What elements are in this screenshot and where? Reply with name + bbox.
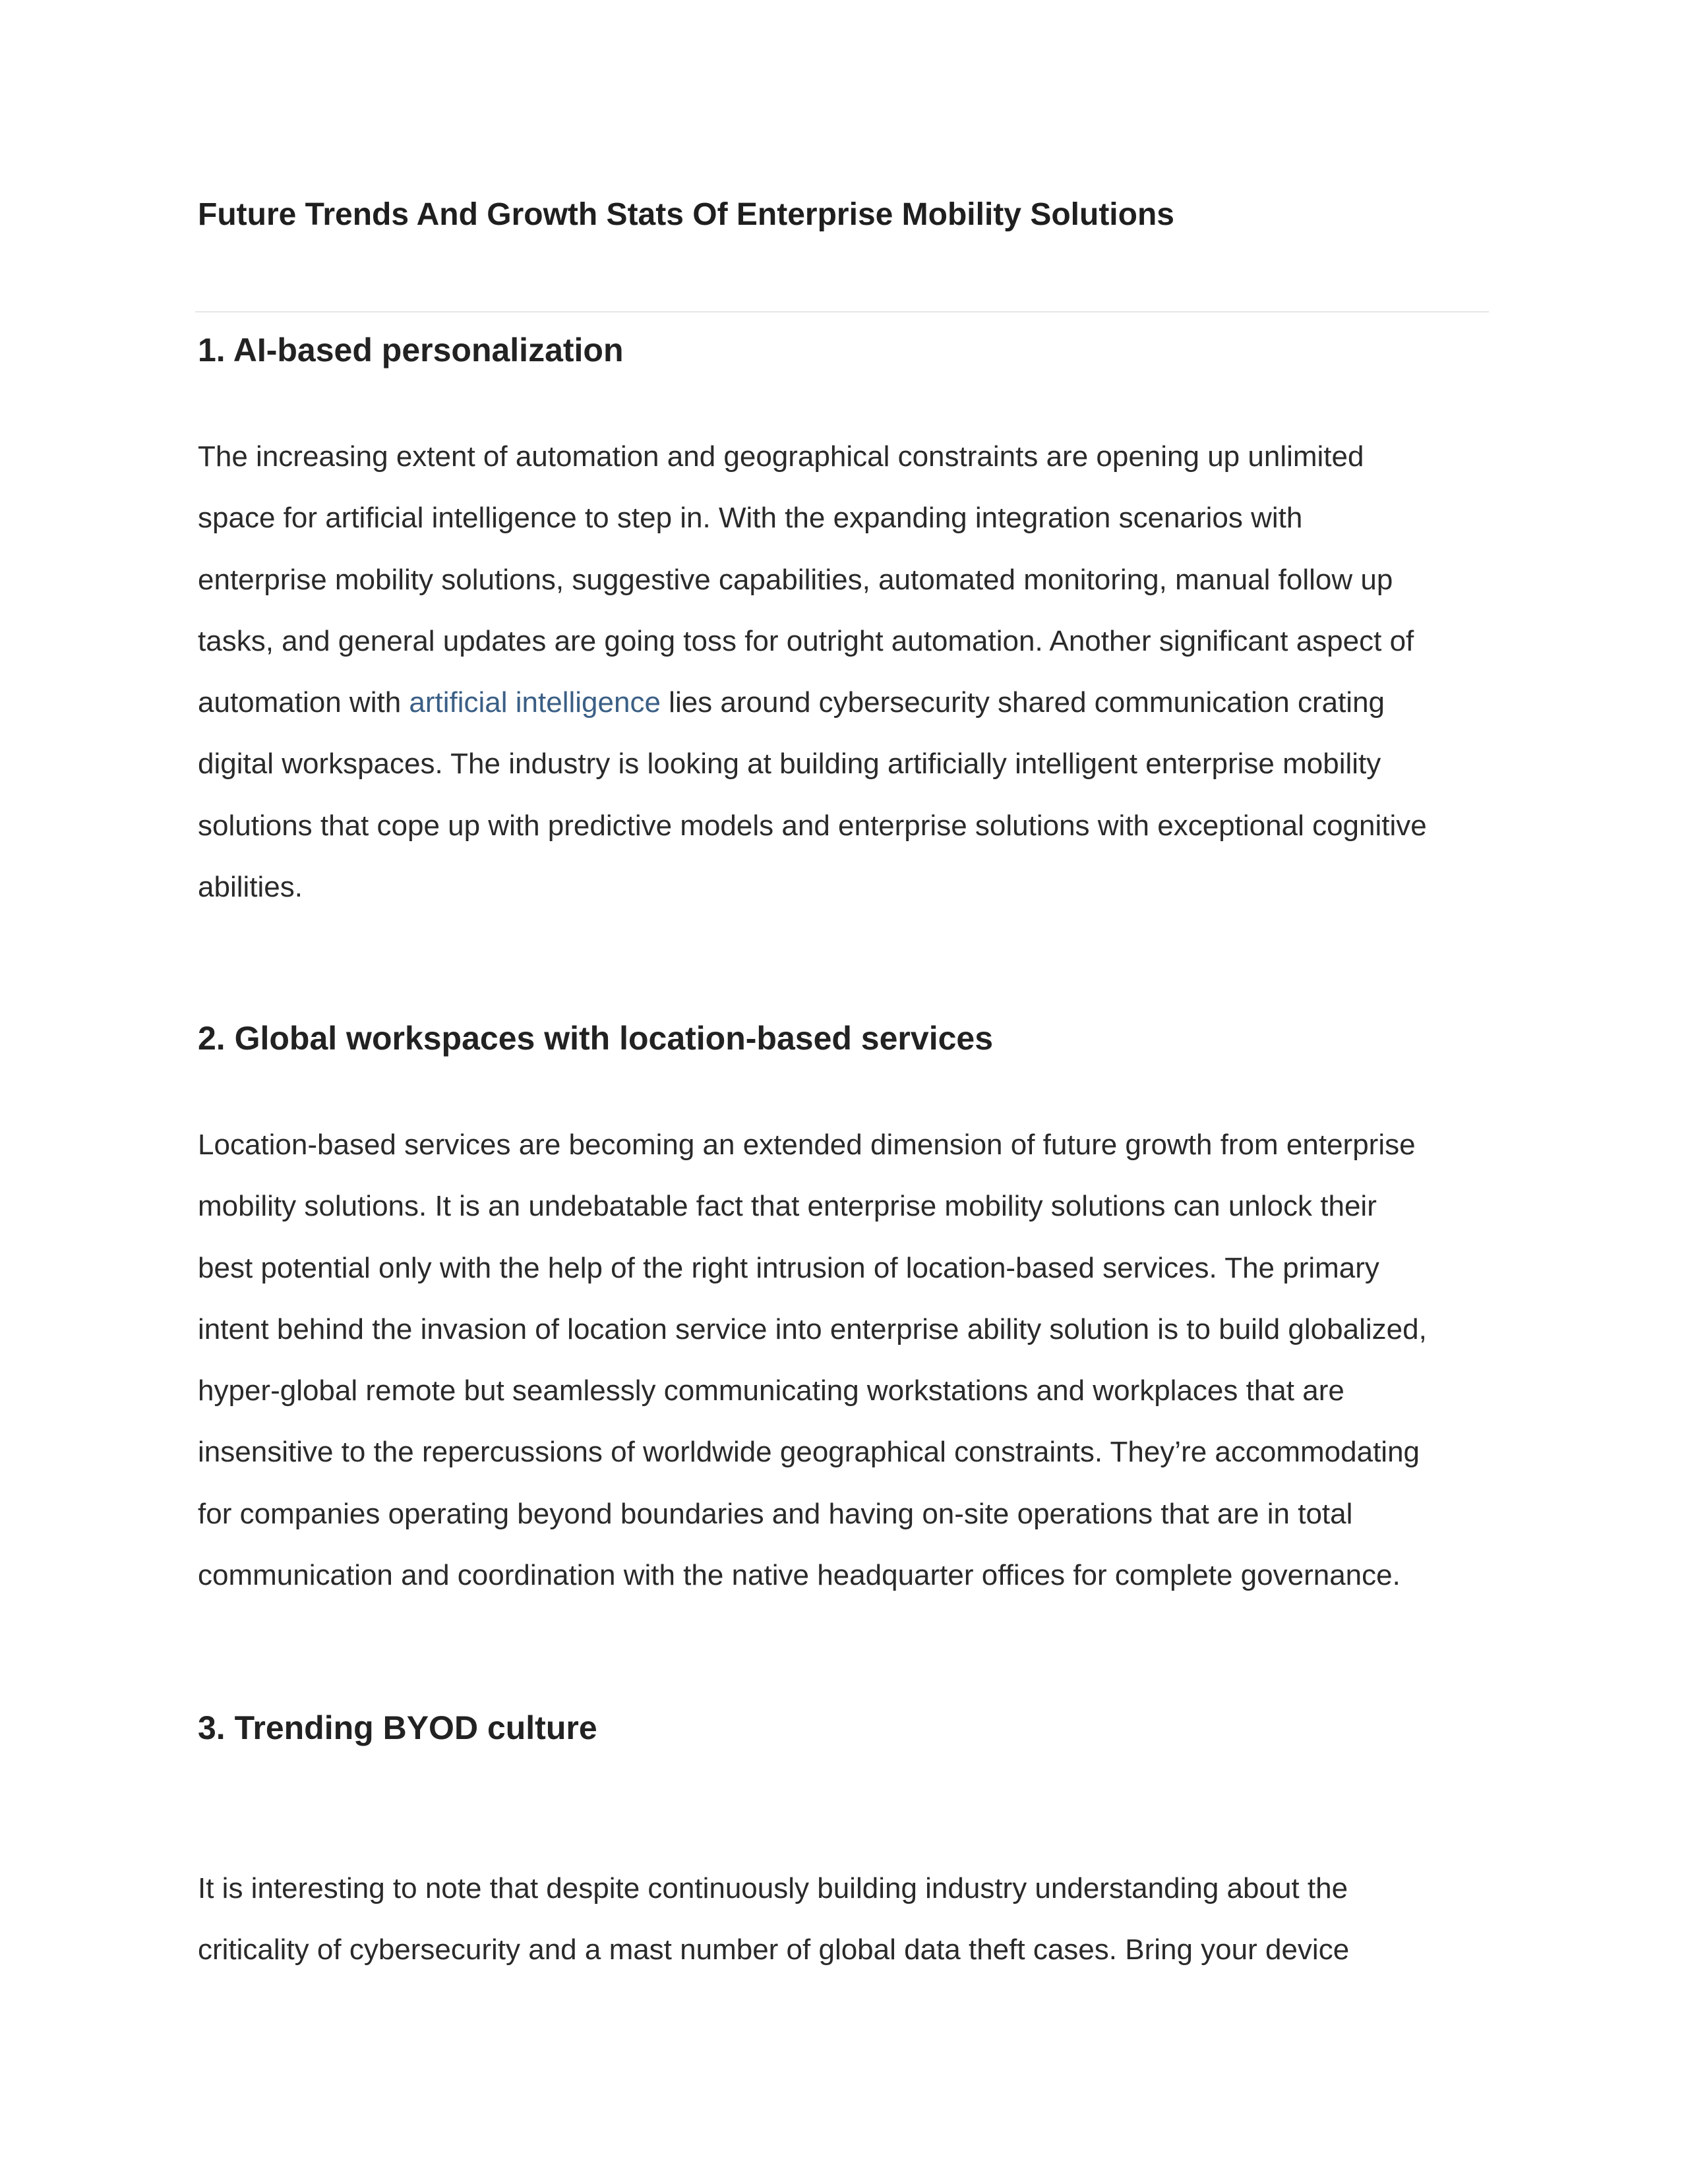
section-heading-ai-personalization: 1. AI-based personalization [198,332,624,369]
paragraph-line: It is interesting to note that despite continuously building industry understanding about the [198,1872,1348,1904]
document-title: Future Trends And Growth Stats Of Enterprise Mobility Solutions [198,197,1174,232]
paragraph-line: digital workspaces. The industry is looking at building artificially intelligent enterprise mobility [198,748,1381,781]
paragraph-line: The increasing extent of automation and geographical constraints are opening up unlimited [198,440,1364,473]
document-page [198,0,1490,2184]
paragraph-line: solutions that cope up with predictive models and enterprise solutions with exceptional cognitive [198,809,1427,842]
paragraph-line: for companies operating beyond boundaries and having on-site operations that are in total [198,1497,1353,1530]
paragraph-line: intent behind the invasion of location service into enterprise ability solution is to build globalized, [198,1313,1427,1345]
paragraph-line: best potential only with the help of the right intrusion of location-based services. The primary [198,1251,1379,1284]
section-paragraph-ai-personalization [198,426,1490,918]
paragraph-line: Location-based services are becoming an extended dimension of future growth from enterprise [198,1129,1416,1161]
paragraph-line: hyper-global remote but seamlessly communicating workstations and workplaces that are [198,1374,1344,1407]
paragraph-line: insensitive to the repercussions of worldwide geographical constraints. They’re accommodating [198,1436,1420,1469]
paragraph-line: communication and coordination with the native headquarter offices for complete governance. [198,1559,1401,1592]
paragraph-line: tasks, and general updates are going toss for outright automation. Another significant aspect of [198,624,1414,657]
section-heading-byod-culture: 3. Trending BYOD culture [198,1709,597,1746]
paragraph-line-with-link [198,672,1490,733]
artificial-intelligence-link[interactable]: artificial intelligence [409,686,661,719]
title-divider [195,311,1489,312]
paragraph-line: abilities. [198,871,303,904]
section-paragraph-byod-culture [198,1858,1490,1981]
paragraph-line: enterprise mobility solutions, suggestive capabilities, automated monitoring, manual follow up [198,563,1393,596]
paragraph-line: space for artificial intelligence to step in. With the expanding integration scenarios with [198,502,1303,535]
section-heading-global-workspaces: 2. Global workspaces with location-based services [198,1020,994,1057]
line-text-after-link: lies around cybersecurity shared communication crating [660,686,1385,719]
section-paragraph-global-workspaces [198,1114,1490,1606]
line-text-before-link: automation with [198,686,409,719]
paragraph-line: mobility solutions. It is an undebatable fact that enterprise mobility solutions can unlock their [198,1190,1377,1223]
paragraph-line: criticality of cybersecurity and a mast number of global data theft cases. Bring your device [198,1933,1350,1966]
